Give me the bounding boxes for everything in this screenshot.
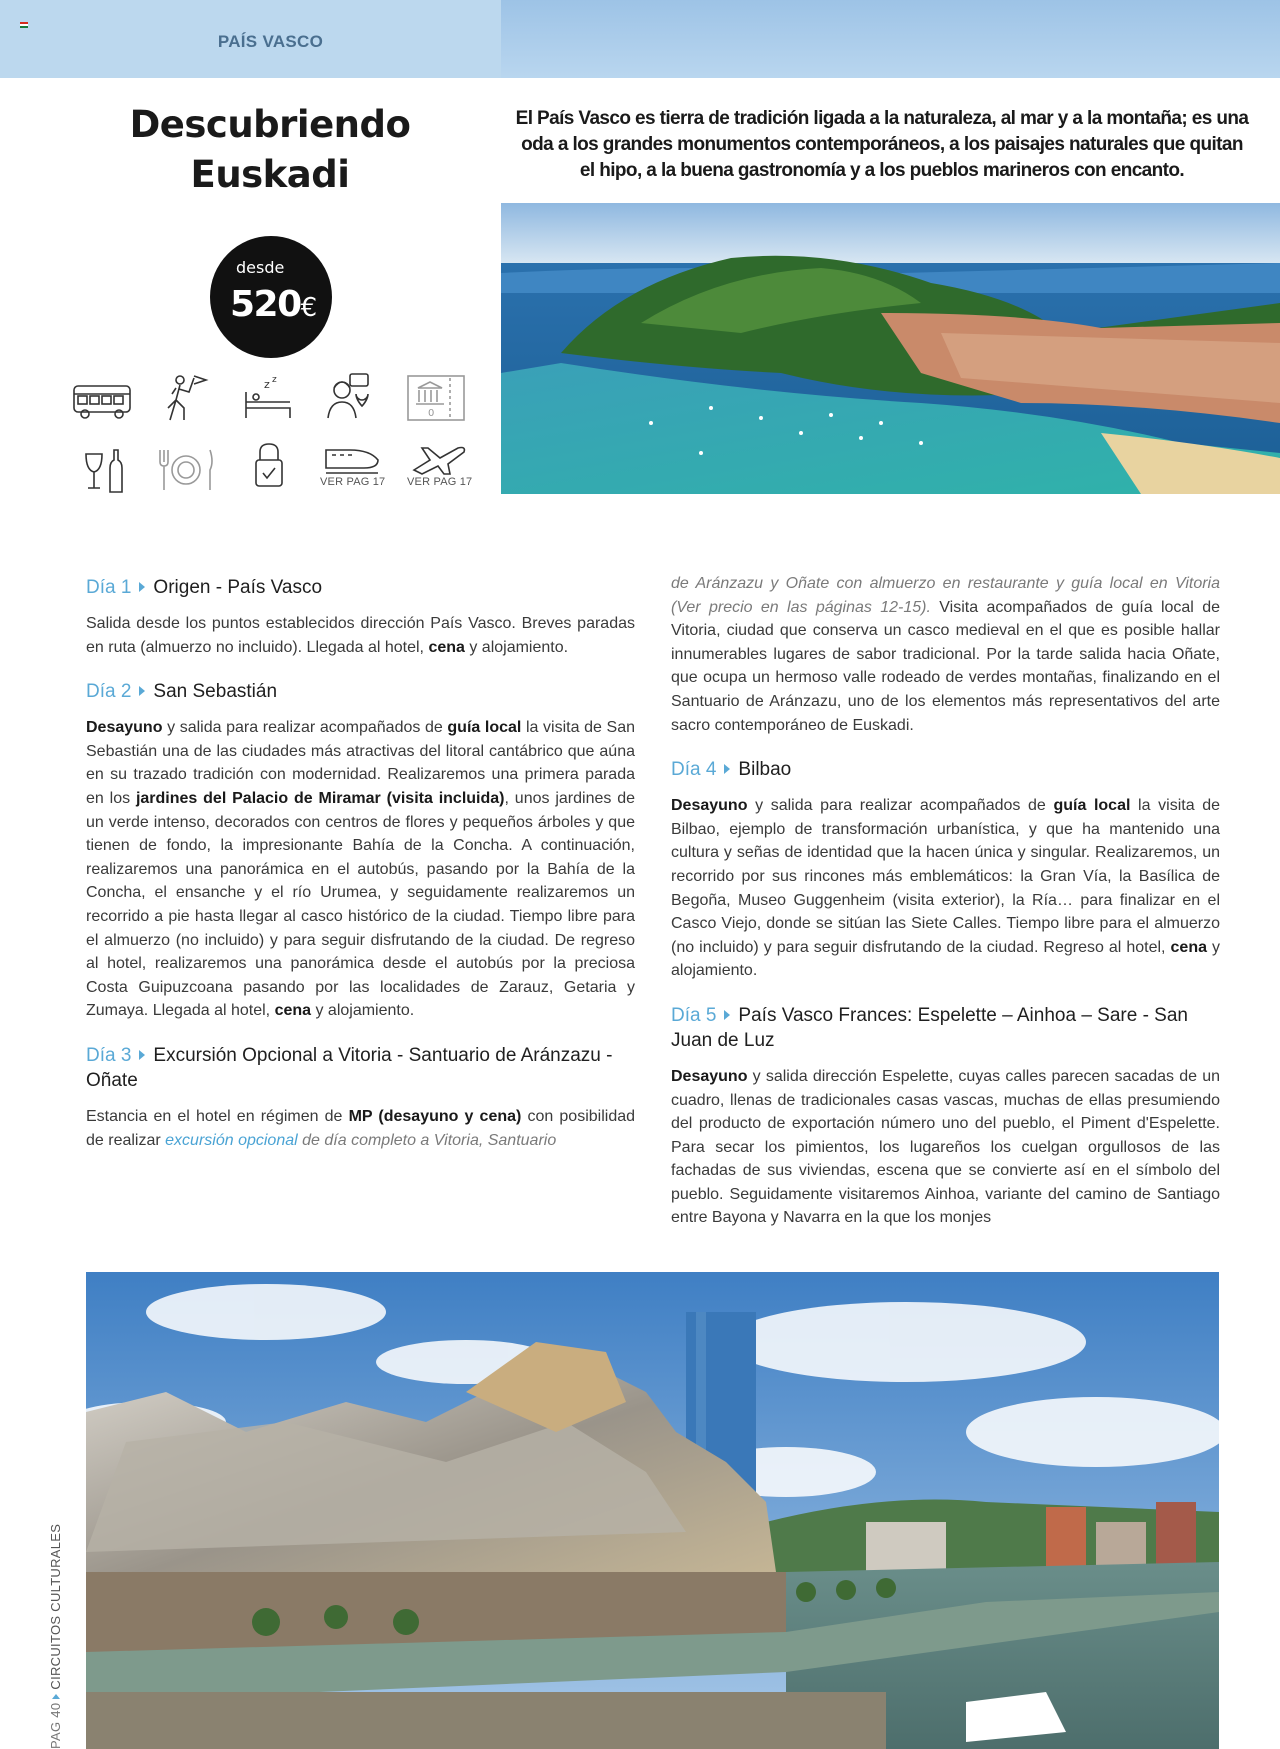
tour-title-line2: Euskadi (190, 153, 350, 196)
text-run: y alojamiento. (671, 938, 1220, 980)
day-5-body (671, 1065, 1220, 1230)
text-run: , unos jardines de un verde intenso, decorados con centros de flores y pequeños árboles y que tienen de fondo, la impresionante Bahía de la Concha. A continuación, realizaremos una panorámica en el autobús, pasando por la Bahía de la Concha, el ensanche y el río Urumea, y seguidamente realizaremos un recorrido a pie hasta llegar al casco histórico de la ciudad. Tiempo libre para el almuerzo (no incluido) y para seguir disfrutando de la ciudad. De regreso al hotel, realizaremos una panorámica desde el autobús por la preciosa Costa Guipuzcoana pasando por las localidades de Zarauz, Getaria y Zumaya. Llegada al hotel, (86, 789, 636, 1020)
intro-text: El País Vasco es tierra de tradición ligada a la naturaleza, al mar y a la montaña; es una oda a los grandes monumentos contemporáneos, a los paisajes naturales que quitan el hipo, a la buena gastronomía y a los pueblos marineros con encanto. (515, 108, 1249, 181)
text-run-bold: cena (274, 1002, 312, 1020)
basque-flag-icon (20, 22, 28, 28)
plane-caption: VER PAG 17 (407, 476, 473, 488)
text-run-bold: guía local (447, 719, 522, 737)
text-run-bold: Desayuno (86, 719, 163, 737)
train-icon (320, 440, 384, 478)
arrow-right-icon (52, 1694, 60, 1699)
day-2-body (86, 716, 635, 1023)
day-3-title: Excursión Opcional a Vitoria - Santuario de Aránzazu - Oñate (86, 1044, 613, 1091)
guggenheim-bilbao-photo (86, 1272, 1219, 1749)
text-run-bold: cena (428, 638, 465, 656)
local-guide-icon (320, 372, 384, 424)
page-footer (48, 1524, 63, 1749)
day-3-continued (671, 572, 1220, 737)
day-3-heading (86, 1043, 635, 1093)
text-run-bold: MP (desayuno y cena) (348, 1107, 522, 1125)
museum-ticket-icon (404, 372, 468, 424)
price-from-label: desde (236, 258, 285, 277)
day-2 (86, 679, 635, 1023)
day-2-label: Día 2 (86, 681, 132, 703)
train-caption: VER PAG 17 (320, 476, 386, 488)
day-1 (86, 575, 635, 659)
text-run: Estancia en el hotel en régimen de (86, 1107, 349, 1125)
day-1-heading (86, 575, 635, 600)
text-run-bold: Desayuno (671, 797, 748, 815)
text-run: y salida para realizar acompañados de (162, 719, 448, 737)
meals-icon (154, 444, 218, 496)
bus-icon (70, 374, 134, 426)
text-run-bold: Desayuno (671, 1067, 748, 1085)
day-4-label: Día 4 (671, 759, 717, 781)
price-value: 520 (230, 284, 301, 325)
svg-text:z: z (272, 375, 277, 385)
arrow-right-icon (724, 1010, 730, 1020)
day-3-body (86, 1105, 635, 1152)
text-run-bold: jardines del Palacio de Miramar (visita incluida) (135, 789, 505, 807)
day-4-body (671, 794, 1220, 983)
svg-text:z: z (264, 378, 270, 391)
tour-title-line1: Descubriendo (129, 103, 411, 146)
text-run-italic: de Aránzazu y Oñate con almuerzo en restaurante y guía local en Vitoria (Ver precio en las páginas 12-15). (671, 575, 1220, 616)
day-2-heading (86, 679, 635, 704)
itinerary-left-column (86, 575, 635, 1172)
tour-title (60, 100, 480, 200)
day-4-heading (671, 757, 1220, 782)
footer-section: CIRCUITOS CULTURALES (48, 1523, 63, 1690)
text-run-bold: guía local (1053, 797, 1131, 815)
optional-excursion-link[interactable]: excursión opcional (165, 1131, 298, 1149)
arrow-right-icon (139, 686, 145, 696)
day-5-label: Día 5 (671, 1004, 717, 1026)
text-run: y salida dirección Espelette, cuyas calles parecen sacadas de un cuadro, llenas de tradicionales casas vascas, muchas de ellas presumiendo del producto de exportación número uno del pueblo, el Piment d'Espelette. Para secar los pimientos, los lugareños los cuelgan orgullosos de las fachadas de sus viviendas, escena que se convierte así en el símbolo del pueblo. Seguidamente visitaremos Ainhoa, variante del camino de Santiago entre Bayona y Navarra en la que los monjes (671, 1067, 1220, 1227)
text-run: Salida desde los puntos establecidos dirección País Vasco. Breves paradas en ruta (almuerzo no incluido). Llegada al hotel, (86, 615, 635, 656)
itinerary-right-column (671, 572, 1220, 1250)
arrow-right-icon (724, 764, 730, 774)
wine-icon (74, 444, 138, 496)
day-5-title: País Vasco Frances: Espelette – Ainhoa – Sare - San Juan de Luz (671, 1004, 1188, 1051)
text-run: y salida para realizar acompañados de (747, 797, 1054, 815)
day-1-title: Origen - País Vasco (153, 577, 323, 598)
san-sebastian-photo (501, 203, 1280, 494)
text-run: Visita acompañados de guía local de Vitoria, ciudad que conserva un casco medieval en el que es posible hallar innumerables lugares de sabor tradicional. Por la tarde salida hacia Oñate, que ocupa un hermoso valle rodeado de verdes montañas, finalizando en el Santuario de Aránzazu, uno de los elementos más representativos del arte sacro contemporáneo de Euskadi. (671, 598, 1220, 734)
day-4-title: Bilbao (738, 759, 792, 781)
svg-text:0: 0 (428, 408, 435, 419)
text-run: y alojamiento. (311, 1002, 415, 1020)
text-run-bold: cena (1170, 938, 1207, 956)
hotel-bed-icon (236, 372, 300, 424)
text-run: con posibilidad de realizar (86, 1107, 636, 1149)
guide-icon (154, 372, 218, 424)
day-3 (86, 1043, 635, 1152)
price-badge (210, 236, 332, 358)
day-3-label: Día 3 (86, 1044, 132, 1066)
section-label: PAÍS VASCO (217, 32, 324, 51)
arrow-right-icon (139, 1050, 145, 1060)
plane-icon (408, 440, 472, 478)
day-2-title: San Sebastián (153, 681, 278, 703)
text-run: la visita de San Sebastián una de las ciudades más atractivas del litoral cantábrico que aúna en su trazado tradición con modernidad. Realizaremos una primera parada en los (86, 719, 635, 807)
text-run: y alojamiento. (464, 638, 569, 656)
arrow-right-icon (139, 582, 145, 592)
header-sky-strip (501, 0, 1280, 78)
day-5 (671, 1003, 1220, 1230)
insurance-lock-icon (236, 440, 300, 492)
page-number: PAG 40 (48, 1702, 63, 1749)
day-1-body (86, 612, 635, 659)
price-currency: € (300, 293, 316, 323)
day-1-label: Día 1 (86, 577, 132, 598)
price-amount (230, 284, 316, 325)
day-5-heading (671, 1003, 1220, 1053)
day-4 (671, 757, 1220, 983)
text-run-italic: de día completo a Vitoria, Santuario (297, 1131, 557, 1149)
text-run: la visita de Bilbao, ejemplo de transformación urbanística, y que ha mantenido una cultura y señas de identidad que la hacen única y singular. Realizaremos, un recorrido por sus rincones más emblemáticos: la Gran Vía, la Basílica de Begoña, Museo Guggenheim (visita exterior), la Ría… para finalizar en el Casco Viejo, donde se sitúan las Siete Calles. Tiempo libre para el almuerzo (no incluido) y para seguir disfrutando de la ciudad. Regreso al hotel, (671, 797, 1221, 956)
